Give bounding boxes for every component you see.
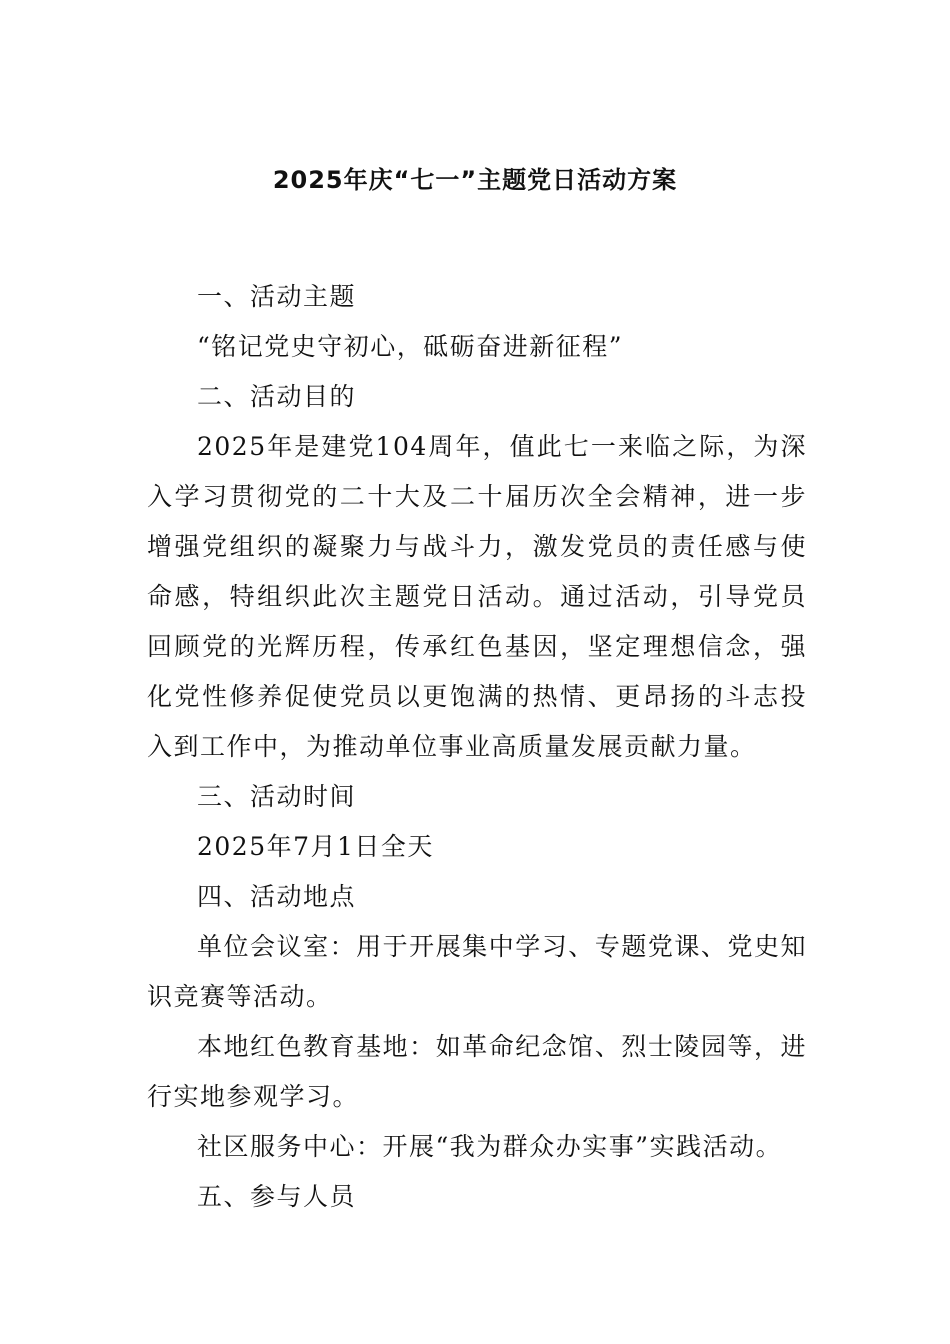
location-meeting-room: 单位会议室：用于开展集中学习、专题党课、党史知识竞赛等活动。 (147, 932, 807, 1011)
theme-slogan: “铭记党史守初心，砥砺奋进新征程” (197, 332, 624, 361)
section-heading-time: 三、活动时间 (197, 782, 357, 811)
purpose-paragraph: 2025年是建党104周年，值此七一来临之际，为深入学习贯彻党的二十大及二十届历次全会精神，进一步增强党组织的凝聚力与战斗力，激发党员的责任感与使命感，特组织此次主题党日活动。通过活动，引导党员回顾党的光辉历程，传承红色基因，坚定理想信念，强化党性修养促使党员以更饱满的热情、更昂扬的斗志投入到工作中，为推动单位事业高质量发展贡献力量。 (147, 432, 807, 761)
section-heading-purpose: 二、活动目的 (197, 382, 357, 411)
section-heading-participants: 五、参与人员 (197, 1182, 357, 1211)
document-title: 2025年庆“七一”主题党日活动方案 (272, 166, 678, 194)
location-community-center: 社区服务中心：开展“我为群众办实事”实践活动。 (197, 1132, 783, 1161)
section-heading-location: 四、活动地点 (197, 882, 357, 911)
location-red-education-base: 本地红色教育基地：如革命纪念馆、烈士陵园等，进行实地参观学习。 (147, 1032, 807, 1111)
document-body (147, 272, 807, 1222)
activity-time: 2025年7月1日全天 (197, 832, 434, 861)
section-heading-theme: 一、活动主题 (197, 282, 357, 311)
